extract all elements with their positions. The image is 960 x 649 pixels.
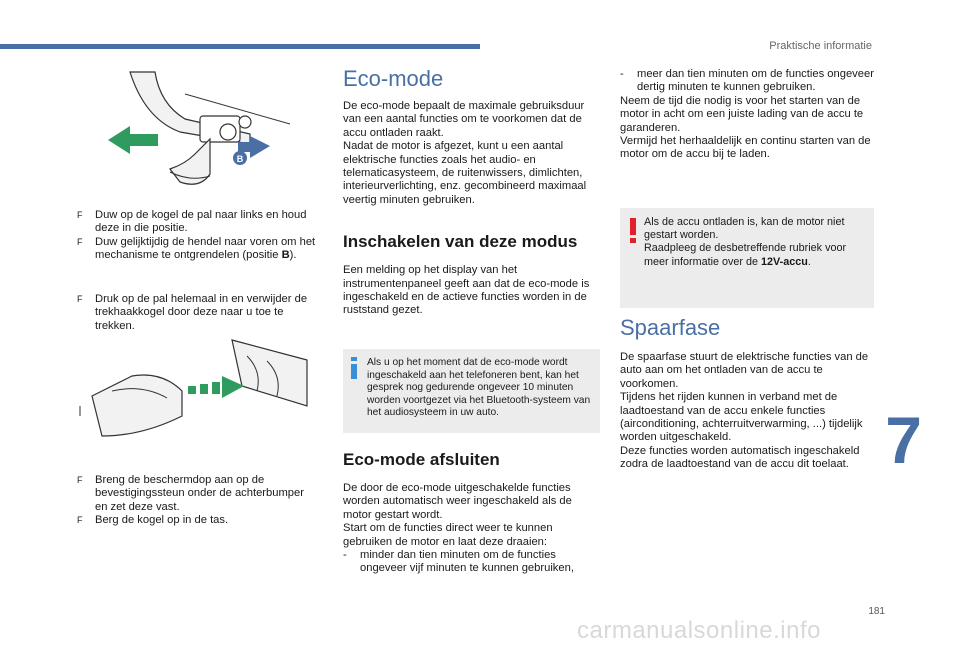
right-column-bottom xyxy=(620,315,875,472)
list-item: F Duw op de kogel de pal naar links en houd deze in die positie. xyxy=(77,209,307,235)
spaarfase-text: De spaarfase stuurt de elektrische functies van de auto aan om het ontladen van de accu te voorkomen. Tijdens het rijden kunnen in verband met de laadtoestand van de accu enkele functies (airconditioning, achterruitverwarming, ...) tijdelijk worden uitgeschakeld. Deze functies worden automatisch ingeschakeld zodra de laadtoestand van de accu dit toelaat. xyxy=(620,351,869,471)
middle-column xyxy=(343,66,601,318)
list-item: F Duw gelijktijdig de hendel naar voren om het mechanisme te ontgrendelen (positie B). xyxy=(77,235,316,262)
info-icon xyxy=(349,357,359,379)
left-column-steps-a xyxy=(77,209,317,263)
section-title: Praktische informatie xyxy=(769,40,872,52)
chapter-number: 7 xyxy=(885,403,922,477)
heading-exit: Eco-mode afsluiten xyxy=(343,450,500,469)
warning-text: Als de accu ontladen is, kan de motor niet gestart worden. Raadpleeg de desbetreffende rubriek voor meer informatie over de 12V-accu. xyxy=(644,216,847,268)
left-column-steps-c xyxy=(77,474,317,528)
exit-text: De door de eco-mode uitgeschakelde functies worden automatisch weer ingeschakeld als de motor gestart wordt. Start om de functies direct weer te kunnen gebruiken de motor en laat deze draaien: xyxy=(343,482,572,548)
header-accent-bar xyxy=(0,44,480,49)
eco-mode-intro: De eco-mode bepaalt de maximale gebruiksduur van een aantal functies om te voorkomen dat de accu ontladen raakt. Nadat de motor is afgezet, kunt u een aantal elektrische functies zoals het audio- en telematicasysteem, de ruitenwissers, dimlichten, interieurverlichting, enz. gecombineerd maximaal veertig minuten gebruiken. xyxy=(343,100,587,206)
left-column-step-b xyxy=(77,293,317,333)
info-text: Als u op het moment dat de eco-mode wordt ingeschakeld aan het telefoneren bent, kan het gesprek nog gedurende ongeveer 10 minuten worden voortgezet via het Bluetooth-systeem van het audiosysteem in uw auto. xyxy=(367,357,591,419)
battery-advice: Neem de tijd die nodig is voor het starten van de motor in acht om een juiste lading van de accu te garanderen. Vermijd het herhaaldelijk en continu starten van de motor om de accu bij te laden. xyxy=(620,94,871,161)
towbar-release-illustration xyxy=(100,64,300,194)
figure-label-b: B xyxy=(236,154,244,164)
right-column-top xyxy=(620,68,875,162)
heading-spaarfase: Spaarfase xyxy=(620,315,721,340)
middle-column-lower xyxy=(343,450,601,576)
list-item: - meer dan tien minuten om de functies ongeveer dertig minuten te kunnen gebruiken. xyxy=(620,68,874,94)
heading-eco-mode: Eco-mode xyxy=(343,66,444,91)
watermark: carmanualsonline.info xyxy=(577,617,821,644)
list-item: F Druk op de pal helemaal in en verwijder de trekhaakkogel door deze naar u toe te trekken. xyxy=(77,293,308,332)
enable-text: Een melding op het display van het instrumentenpaneel geeft aan dat de eco-mode is ingeschakeld en de actieve functies worden in de ruststand gezet. xyxy=(343,264,590,317)
list-item: - minder dan tien minuten om de functies ongeveer vijf minuten te kunnen gebruiken, xyxy=(343,549,574,575)
info-box xyxy=(343,349,600,433)
list-item: F Breng de beschermdop aan op de bevestigingssteun onder de achterbumper en zet deze vast. xyxy=(77,474,304,513)
protective-cap-illustration xyxy=(72,336,312,448)
list-item: F Berg de kogel op in de tas. xyxy=(77,514,229,527)
page-number: 181 xyxy=(868,606,885,617)
insert-arrow-icon xyxy=(188,376,244,398)
warning-box xyxy=(620,208,874,308)
warning-icon xyxy=(629,218,637,244)
heading-enable: Inschakelen van deze modus xyxy=(343,232,578,252)
